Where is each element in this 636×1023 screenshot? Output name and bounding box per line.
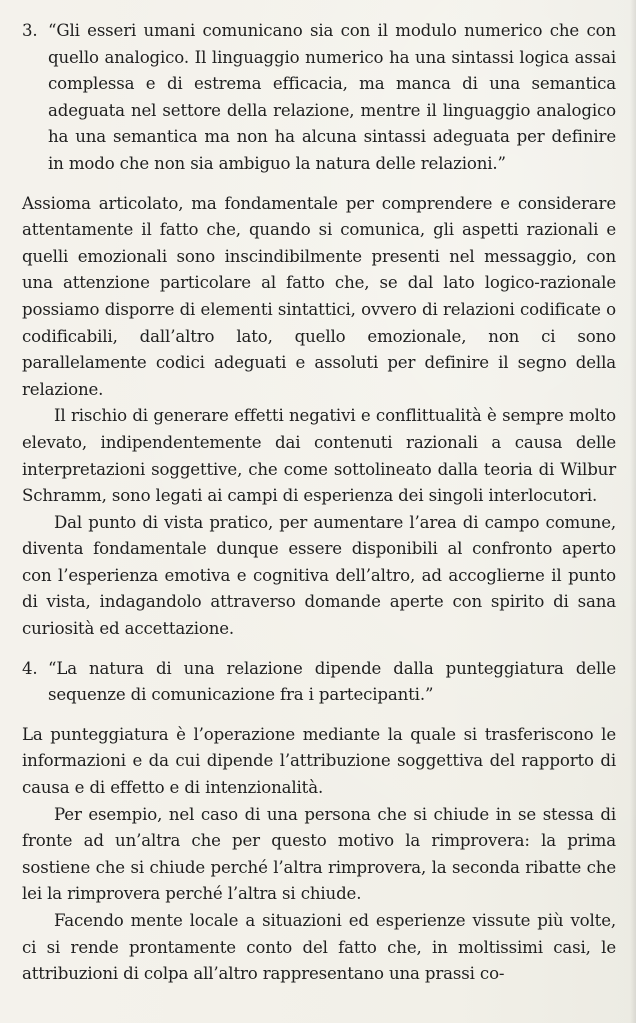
paragraph-gap xyxy=(22,178,616,191)
paragraph-example: Per esempio, nel caso di una persona che si chiude in se stessa di fronte ad un’altra che per questo motivo la rimprovera: la prima sostiene che si chiude perché l’altra rimprovera, la seconda ribatte che lei la rimprovera perché l’altra si chiude. xyxy=(22,804,616,904)
paragraph-blame-attribution: Facendo mente locale a situazioni ed esperienze vissute più volte, ci si rende prontamente conto del fatto che, in moltissimi casi, le attribuzioni di colpa all’altro rappresentano una prassi co- xyxy=(22,911,616,984)
numbered-axiom-3 xyxy=(22,18,616,178)
paragraph-punctuation: La punteggiatura è l’operazione mediante la quale si trasferiscono le informazioni e da cui dipende l’attribuzione soggettiva del rapporto di causa e di effetto e di intenzionalità. xyxy=(22,724,616,798)
paragraph-gap xyxy=(22,643,616,656)
numbered-axiom-4 xyxy=(22,656,616,709)
page-text-body xyxy=(22,18,616,988)
paragraph-conflict-risk: Il rischio di generare effetti negativi e conflittualità è sempre molto elevato, indipendentemente dai contenuti razionali a causa delle interpretazioni soggettive, che come sottolineato dalla teoria di Wilbur Schramm, sono legati ai campi di esperienza dei singoli interlocutori. xyxy=(22,406,616,506)
axiom-quote-text: “La natura di una relazione dipende dalla punteggiatura delle sequenze di comunicazione fra i partecipanti.” xyxy=(48,658,616,705)
page-edge-shadow xyxy=(630,0,636,1023)
paragraph-axiom-commentary: Assioma articolato, ma fondamentale per comprendere e considerare attentamente il fatto che, quando si comunica, gli aspetti razionali e quelli emozionali sono inscindibilmente presenti nel messaggio, con una attenzione particolare al fatto che, se dal lato logico-razionale possiamo disporre di elementi sintattici, ovvero di relazioni codificate o codificabili, dall’altro lato, quello emozionale, non ci sono parallelamente codici adeguati e assoluti per definire il segno della relazione. xyxy=(22,193,616,399)
axiom-quote-text: “Gli esseri umani comunicano sia con il modulo numerico che con quello analogico. Il linguaggio numerico ha una sintassi logica assai complessa e di estrema efficacia, ma manca di una semantica adeguata nel settore della relazione, mentre il linguaggio analogico ha una semantica ma non ha alcuna sintassi adeguata per definire in modo che non sia ambiguo la natura delle relazioni.” xyxy=(48,21,616,173)
axiom-number: 4. xyxy=(22,658,38,678)
axiom-number: 3. xyxy=(22,21,38,40)
paragraph-gap xyxy=(22,709,616,722)
paragraph-practical-view: Dal punto di vista pratico, per aumentare l’area di campo comune, diventa fondamentale dunque essere disponibili al confronto aperto con l’esperienza emotiva e cognitiva dell’altro, ad accoglierne il punto di vista, indagandolo attraverso domande aperte con spirito di sana curiosità ed accettazione. xyxy=(22,512,616,639)
